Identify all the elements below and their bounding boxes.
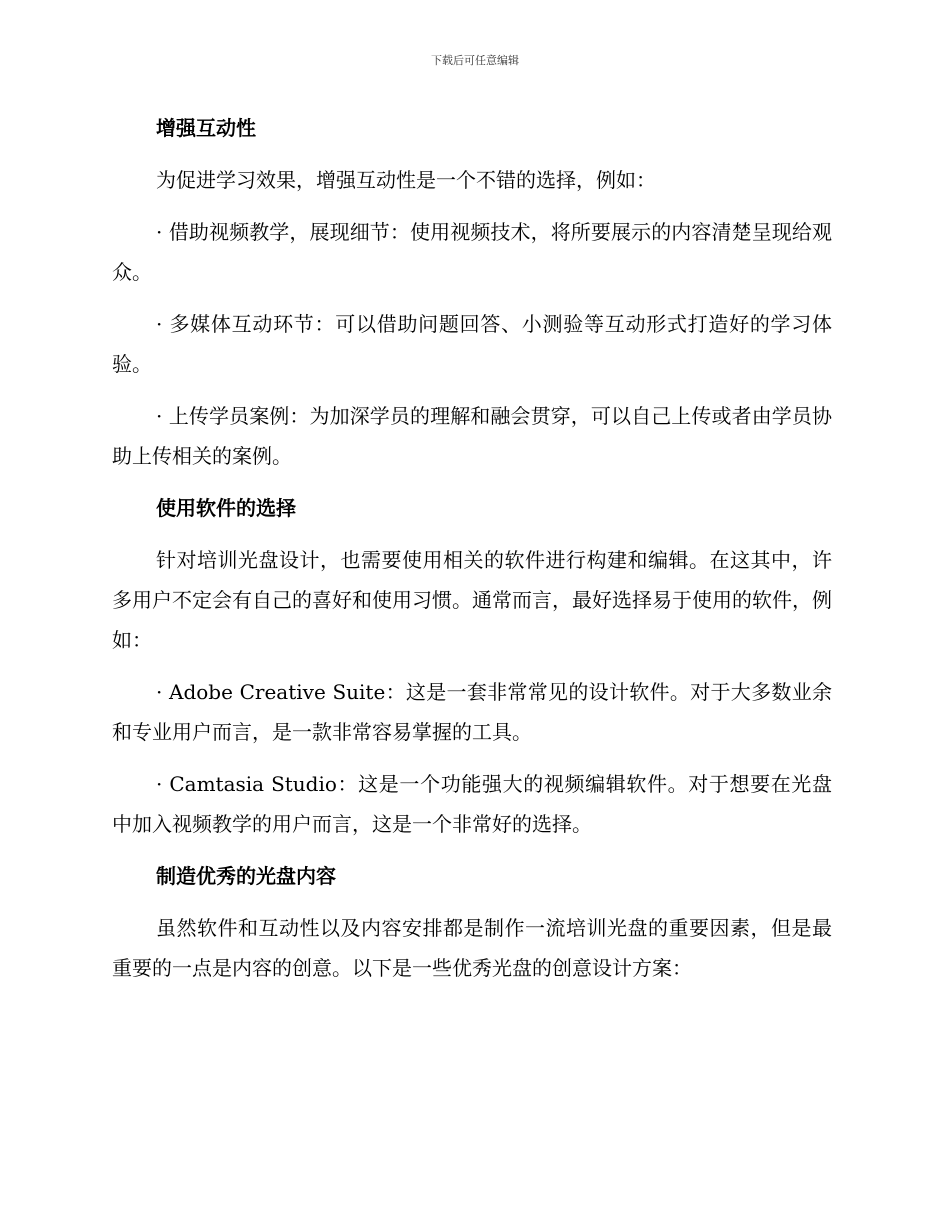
- paragraph: 针对培训光盘设计，也需要使用相关的软件进行构建和编辑。在这其中，许多用户不定会有自己的喜好和使用习惯。通常而言，最好选择易于使用的软件，例如：: [112, 548, 832, 652]
- section-heading-interactivity: 增强互动性: [156, 116, 256, 140]
- section-heading-content: 制造优秀的光盘内容: [156, 864, 336, 888]
- paragraph: 为促进学习效果，增强互动性是一个不错的选择，例如：: [156, 168, 656, 192]
- bullet-paragraph: · 上传学员案例：为加深学员的理解和融会贯穿，可以自己上传或者由学员协助上传相关的案例。: [112, 404, 832, 468]
- page-header: 下载后可任意编辑: [431, 54, 519, 67]
- bullet-paragraph: · Adobe Creative Suite：这是一套非常常见的设计软件。对于大多数业余和专业用户而言，是一款非常容易掌握的工具。: [112, 680, 832, 744]
- document-body: [112, 108, 832, 1000]
- paragraph: 虽然软件和互动性以及内容安排都是制作一流培训光盘的重要因素，但是最重要的一点是内容的创意。以下是一些优秀光盘的创意设计方案：: [112, 916, 832, 980]
- bullet-paragraph: · Camtasia Studio：这是一个功能强大的视频编辑软件。对于想要在光盘中加入视频教学的用户而言，这是一个非常好的选择。: [112, 772, 832, 836]
- bullet-paragraph: · 借助视频教学，展现细节：使用视频技术，将所要展示的内容清楚呈现给观众。: [112, 220, 832, 284]
- bullet-paragraph: · 多媒体互动环节：可以借助问题回答、小测验等互动形式打造好的学习体验。: [112, 312, 832, 376]
- section-heading-software: 使用软件的选择: [156, 496, 296, 520]
